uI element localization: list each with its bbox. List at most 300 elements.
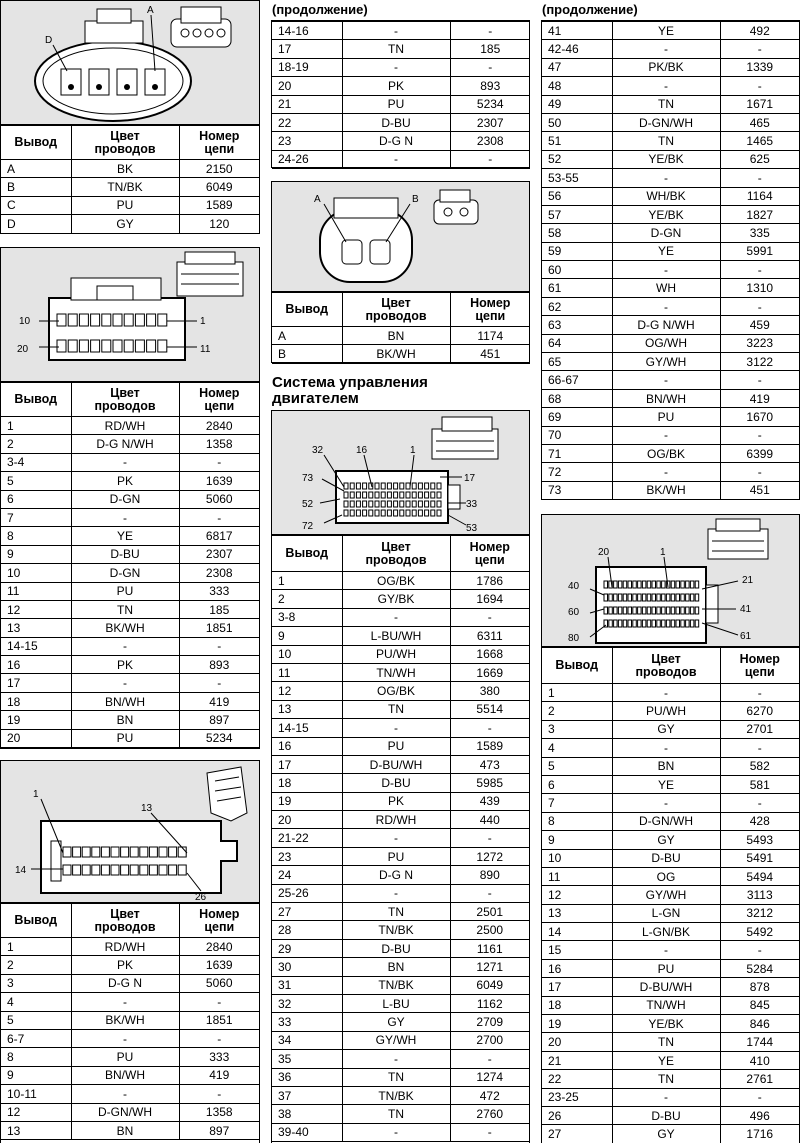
table-row	[1, 974, 259, 992]
connector-cavity	[425, 483, 429, 489]
connector-cavity	[381, 501, 385, 507]
connector-20pin-drawing	[1, 248, 259, 382]
connector-cavity	[633, 581, 637, 588]
pin-label: 72	[302, 521, 314, 532]
circuit-number-cell: 459	[720, 316, 799, 334]
table-row	[542, 996, 799, 1014]
connector-cavity	[140, 847, 148, 857]
circuit-number-cell: 897	[179, 1121, 259, 1139]
pin-cell: 9	[542, 831, 612, 849]
circuit-number-cell: 893	[450, 77, 530, 95]
connector-cavity	[604, 581, 608, 588]
circuit-number-cell: 1716	[720, 1125, 799, 1143]
table-row	[272, 792, 529, 810]
circuit-number-cell: 2840	[179, 417, 259, 435]
circuit-number-cell: -	[450, 150, 530, 168]
circuit-number-cell: 451	[450, 345, 530, 363]
connector-cavity	[121, 865, 129, 875]
wire-color-cell: BN	[71, 1121, 179, 1139]
connector-cavity	[375, 483, 379, 489]
table-row	[542, 316, 799, 334]
circuit-number-cell: 3113	[720, 886, 799, 904]
wire-color-cell: D-BU	[342, 774, 450, 792]
wire-color-cell: TN	[342, 903, 450, 921]
connector-cavity	[102, 340, 111, 352]
wire-color-cell: PU/WH	[342, 645, 450, 663]
pin-cell: 28	[272, 921, 342, 939]
table-row	[542, 481, 799, 499]
wire-color-cell: D-G N	[342, 132, 450, 150]
wire-color-cell: -	[342, 22, 450, 40]
connector-cavity	[623, 620, 627, 627]
circuit-number-cell: -	[720, 463, 799, 481]
connector-cavity	[671, 594, 675, 601]
wire-color-cell: -	[342, 829, 450, 847]
wire-color-cell: TN/WH	[342, 663, 450, 681]
wire-color-cell: D-G N/WH	[71, 435, 179, 453]
wire-color-cell: BN	[342, 958, 450, 976]
pin-cell: 60	[542, 261, 612, 279]
circuit-number-cell: 1827	[720, 205, 799, 223]
circuit-number-cell: 1639	[179, 472, 259, 490]
wire-color-cell: PK	[342, 77, 450, 95]
circuit-number-cell: 3223	[720, 334, 799, 352]
connector-cavity	[657, 594, 661, 601]
pin-cell: 12	[1, 1103, 71, 1121]
connector-cavity	[431, 510, 435, 516]
circuit-number-cell: 2500	[450, 921, 529, 939]
pin-cell: 24	[272, 866, 342, 884]
wire-color-cell: TN/BK	[71, 178, 179, 196]
pinout-rows	[1, 417, 259, 748]
pin-cell: 12	[1, 600, 71, 618]
pin-cell: 71	[542, 444, 612, 462]
pin-label: A	[147, 5, 154, 16]
circuit-number-cell: 419	[720, 389, 799, 407]
connector-cavity	[350, 492, 354, 498]
circuit-number-cell: 6049	[450, 976, 529, 994]
pin-cell: 16	[542, 959, 612, 977]
pin-cell: 21	[272, 95, 342, 113]
connector-4pin-drawing	[1, 1, 259, 125]
wire-color-cell: PU	[612, 959, 720, 977]
circuit-number-cell: -	[179, 1085, 259, 1103]
circuit-number-cell: 6049	[179, 178, 259, 196]
table-row	[542, 739, 799, 757]
table-row	[272, 847, 529, 865]
connector-cavity	[676, 594, 680, 601]
connector-cavity	[92, 865, 100, 875]
table-row	[542, 22, 799, 40]
pinout-table-1	[1, 125, 259, 234]
circuit-number-cell: 6399	[720, 444, 799, 462]
connector-cavity	[628, 620, 632, 627]
circuit-number-cell: 5493	[720, 831, 799, 849]
table-row	[1, 417, 259, 435]
pin-cell: 32	[272, 994, 342, 1012]
connector-cavity	[356, 510, 360, 516]
table-row	[1, 656, 259, 674]
pin-cell: 68	[542, 389, 612, 407]
wire-color-cell: BN/WH	[71, 1066, 179, 1084]
table-row	[272, 58, 530, 76]
connector-cavity	[369, 501, 373, 507]
connector-cavity	[63, 865, 71, 875]
pin-label: 14	[15, 865, 27, 876]
wire-color-cell: D-GN	[71, 490, 179, 508]
wire-color-cell: WH/BK	[612, 187, 720, 205]
pinout-rows	[272, 22, 530, 169]
pin-header: Вывод	[272, 536, 342, 572]
connector-cavity	[91, 340, 100, 352]
connector-cavity	[425, 510, 429, 516]
table-row	[1, 215, 259, 233]
table-row	[1, 160, 259, 178]
circuit-number-cell: -	[450, 1123, 529, 1141]
pin-label: 26	[195, 892, 207, 903]
table-row	[1, 1048, 259, 1066]
wire-color-cell: YE/BK	[612, 205, 720, 223]
table-row	[542, 1125, 799, 1143]
wire-color-cell: PU	[342, 95, 450, 113]
table-row	[1, 938, 259, 956]
pin-cell: 19	[1, 711, 71, 729]
wire-color-cell: GY/WH	[342, 1031, 450, 1049]
wire-color-cell: -	[71, 508, 179, 526]
table-row	[1, 711, 259, 729]
connector-cavity	[618, 620, 622, 627]
circuit-number-cell: 120	[179, 215, 259, 233]
table-row	[1, 600, 259, 618]
circuit-number-cell: -	[720, 371, 799, 389]
circuit-number-cell: 1271	[450, 958, 529, 976]
wire-color-cell: BN/WH	[612, 389, 720, 407]
circuit-number-cell: -	[450, 1050, 529, 1068]
wire-color-cell: TN/BK	[342, 976, 450, 994]
pin-cell: 48	[542, 77, 612, 95]
pin-label: 53	[466, 523, 478, 534]
pin-cell: B	[272, 345, 342, 363]
pin-cell: 39-40	[272, 1123, 342, 1141]
pin-cell: B	[1, 178, 71, 196]
connector-cavity	[57, 340, 66, 352]
connector-diagram-5	[272, 411, 529, 535]
connector-cavity	[614, 581, 618, 588]
circuit-header: Номер цепи	[179, 904, 259, 938]
pin-header: Вывод	[1, 904, 71, 938]
connector-diagram-3	[1, 761, 259, 903]
section-title: Система управления двигателем	[272, 374, 428, 407]
wire-color-cell: -	[342, 608, 450, 626]
circuit-number-cell: -	[720, 1088, 799, 1106]
pin-cell: 37	[272, 1086, 342, 1104]
circuit-number-cell: 1851	[179, 619, 259, 637]
connector-cavity	[623, 594, 627, 601]
connector-cavity	[387, 510, 391, 516]
connector-cavity	[79, 314, 88, 326]
pin-cell: 73	[542, 481, 612, 499]
circuit-number-cell: 2308	[450, 132, 530, 150]
circuit-number-cell: 1339	[720, 58, 799, 76]
wire-color-cell: -	[612, 684, 720, 702]
table-row	[1, 993, 259, 1011]
pin-label: D	[45, 35, 53, 46]
circuit-number-cell: 185	[179, 600, 259, 618]
table-row	[1, 692, 259, 710]
table-row	[272, 40, 530, 58]
pin-cell: 42-46	[542, 40, 612, 58]
pinout-table-3	[1, 903, 259, 1140]
table-row	[542, 95, 799, 113]
pin-cell: 16	[272, 737, 342, 755]
wire-color-cell: WH	[612, 279, 720, 297]
wire-color-cell: -	[612, 297, 720, 315]
circuit-header: Номер цепи	[179, 126, 259, 160]
connector-cavity	[618, 594, 622, 601]
connector-cavity	[666, 607, 670, 614]
circuit-number-cell: -	[720, 739, 799, 757]
wire-color-cell: -	[71, 637, 179, 655]
pin-cell: 19	[272, 792, 342, 810]
circuit-number-cell: 419	[179, 1066, 259, 1084]
pin-label: 40	[568, 581, 580, 592]
table-row	[1, 196, 259, 214]
connector-cavity	[666, 620, 670, 627]
connector-cavity	[73, 865, 81, 875]
wire-color-cell: TN	[342, 1068, 450, 1086]
circuit-number-cell: 2701	[720, 720, 799, 738]
pin-cell: 16	[1, 656, 71, 674]
connector-cavity	[431, 492, 435, 498]
pin-cell: 10-11	[1, 1085, 71, 1103]
color-header: Цвет проводов	[612, 648, 720, 684]
table-row	[1, 1029, 259, 1047]
circuit-number-cell: 5985	[450, 774, 529, 792]
pin-cell: 12	[542, 886, 612, 904]
table-row	[542, 242, 799, 260]
wire-color-cell: OG/WH	[612, 334, 720, 352]
connector-cavity	[695, 620, 699, 627]
circuit-number-cell: 1310	[720, 279, 799, 297]
circuit-number-cell: 2308	[179, 564, 259, 582]
pin-label: 60	[568, 607, 580, 618]
pin-label: 33	[466, 499, 478, 510]
circuit-number-cell: 496	[720, 1106, 799, 1124]
wire-color-cell: OG/BK	[342, 572, 450, 590]
connector-cavity	[350, 483, 354, 489]
connector-cavity	[690, 620, 694, 627]
circuit-number-cell: 5491	[720, 849, 799, 867]
connector-cavity	[638, 607, 642, 614]
circuit-number-cell: -	[720, 40, 799, 58]
circuit-number-cell: -	[720, 794, 799, 812]
wire-color-cell: BK/WH	[71, 619, 179, 637]
pin-cell: 11	[272, 663, 342, 681]
circuit-number-cell: 380	[450, 682, 529, 700]
wire-color-cell: -	[612, 40, 720, 58]
circuit-number-cell: 333	[179, 1048, 259, 1066]
wire-color-cell: PU	[71, 196, 179, 214]
connector-diagram-6	[542, 515, 799, 647]
pin-cell: 15	[542, 941, 612, 959]
connector-cavity	[638, 620, 642, 627]
connector-cavity	[614, 607, 618, 614]
table-row	[542, 279, 799, 297]
wire-color-cell: D-GN/WH	[71, 1103, 179, 1121]
connector-cavity	[406, 492, 410, 498]
wire-color-cell: -	[342, 150, 450, 168]
table-row	[272, 700, 529, 718]
connector-cavity	[647, 620, 651, 627]
circuit-number-cell: -	[720, 941, 799, 959]
pin-cell: 33	[272, 1013, 342, 1031]
pin-cell: 62	[542, 297, 612, 315]
circuit-number-cell: 6817	[179, 527, 259, 545]
connector-cavity	[425, 492, 429, 498]
connector-cavity	[418, 510, 422, 516]
table-row	[542, 702, 799, 720]
table-row	[1, 619, 259, 637]
wire-color-cell: BN/WH	[71, 692, 179, 710]
wire-color-cell: -	[342, 719, 450, 737]
connector-cavity	[111, 847, 119, 857]
table-row	[272, 921, 529, 939]
wire-color-cell: -	[612, 1088, 720, 1106]
color-header: Цвет проводов	[71, 126, 179, 160]
wire-color-cell: D-BU	[342, 113, 450, 131]
pin-cell: 59	[542, 242, 612, 260]
connector-cavity	[63, 847, 71, 857]
wire-color-cell: L-BU	[342, 994, 450, 1012]
circuit-number-cell: 492	[720, 22, 799, 40]
circuit-number-cell: 1589	[179, 196, 259, 214]
connector-26pin-drawing	[1, 761, 259, 903]
table-row	[542, 867, 799, 885]
connector-cavity	[135, 314, 144, 326]
connector-cavity	[140, 865, 148, 875]
connector-cavity	[437, 492, 441, 498]
connector-cavity	[79, 340, 88, 352]
connector-cavity	[662, 581, 666, 588]
connector-cavity	[381, 510, 385, 516]
table-row	[272, 866, 529, 884]
table-row	[272, 590, 529, 608]
connector-cavity	[135, 340, 144, 352]
wire-color-cell: PK	[342, 792, 450, 810]
connector-cavity	[178, 847, 186, 857]
connector-cavity	[121, 847, 129, 857]
pin-cell: 50	[542, 113, 612, 131]
wire-color-cell: GY	[612, 831, 720, 849]
pin-cell: 8	[1, 527, 71, 545]
table-row	[542, 886, 799, 904]
connector-cavity	[686, 594, 690, 601]
connector-cavity	[642, 594, 646, 601]
pin-cell: 72	[542, 463, 612, 481]
pin-cell: 13	[1, 1121, 71, 1139]
table-row	[542, 684, 799, 702]
table-row	[542, 1015, 799, 1033]
circuit-number-cell: 2709	[450, 1013, 529, 1031]
wire-color-cell: BN	[71, 711, 179, 729]
pin-cell: 18	[1, 692, 71, 710]
connector-cavity	[628, 594, 632, 601]
table-row	[542, 169, 799, 187]
circuit-header: Номер цепи	[720, 648, 799, 684]
table-row	[272, 774, 529, 792]
connector-cavity	[124, 314, 133, 326]
table-row	[542, 1088, 799, 1106]
table-row	[1, 1085, 259, 1103]
wire-color-cell: L-GN/BK	[612, 923, 720, 941]
circuit-number-cell: 410	[720, 1051, 799, 1069]
pin-cell: 53-55	[542, 169, 612, 187]
wire-color-cell: -	[342, 1123, 450, 1141]
circuit-number-cell: 581	[720, 775, 799, 793]
wire-color-cell: PK/BK	[612, 58, 720, 76]
circuit-number-cell: -	[179, 637, 259, 655]
connector-cavity	[666, 594, 670, 601]
circuit-number-cell: 335	[720, 224, 799, 242]
connector-cavity	[356, 501, 360, 507]
wire-color-cell: GY/WH	[612, 886, 720, 904]
table-row	[542, 959, 799, 977]
pin-cell: 2	[1, 435, 71, 453]
pinout-table-7	[542, 21, 799, 500]
pin-header: Вывод	[1, 383, 71, 417]
table-row	[272, 608, 529, 626]
connector-cavity	[681, 620, 685, 627]
circuit-number-cell: 1272	[450, 847, 529, 865]
connector-cavity	[394, 492, 398, 498]
connector-cavity	[623, 607, 627, 614]
pin-cell: 21	[542, 1051, 612, 1069]
pin-cell: 69	[542, 408, 612, 426]
connector-cavity	[394, 483, 398, 489]
circuit-number-cell: 1744	[720, 1033, 799, 1051]
pin-cell: 12	[272, 682, 342, 700]
connector-cavity	[381, 492, 385, 498]
circuit-number-cell: 1639	[179, 956, 259, 974]
table-row	[542, 150, 799, 168]
wire-color-cell: PK	[71, 472, 179, 490]
pin-cell: 6	[542, 775, 612, 793]
wire-color-cell: GY	[342, 1013, 450, 1031]
pinout-table-2	[1, 382, 259, 748]
pinout-rows	[272, 572, 529, 1142]
circuit-number-cell: 472	[450, 1086, 529, 1104]
table-row	[542, 720, 799, 738]
wire-color-cell: YE	[612, 775, 720, 793]
wire-color-cell: D-G N	[71, 974, 179, 992]
connector-cavity	[375, 492, 379, 498]
pin-cell: 21-22	[272, 829, 342, 847]
table-row	[1, 508, 259, 526]
wire-color-cell: GY	[612, 1125, 720, 1143]
connector-cavity	[633, 620, 637, 627]
wire-color-cell: TN	[342, 700, 450, 718]
wire-color-cell: -	[612, 261, 720, 279]
table-row	[542, 444, 799, 462]
pin-cell: 27	[542, 1125, 612, 1143]
circuit-number-cell: 5234	[179, 729, 259, 747]
wire-color-cell: D-GN	[71, 564, 179, 582]
circuit-number-cell: -	[720, 297, 799, 315]
table-row	[1, 1103, 259, 1121]
wire-color-cell: PK	[71, 656, 179, 674]
wire-color-cell: -	[342, 58, 450, 76]
connector-cavity	[149, 847, 157, 857]
